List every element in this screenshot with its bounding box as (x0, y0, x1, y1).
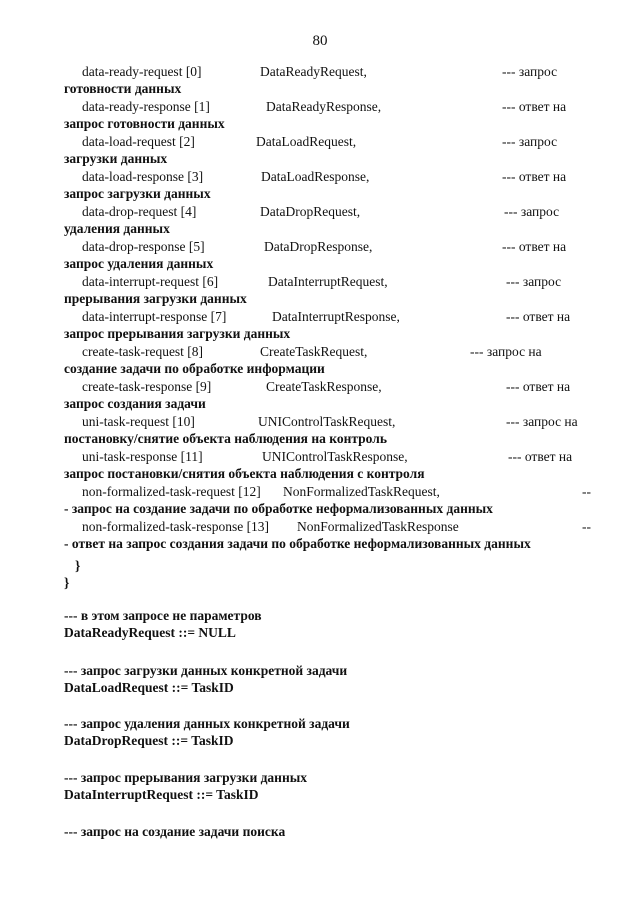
field-comment: --- запрос на (470, 344, 542, 359)
block-comment: --- запрос удаления данных конкретной задачи (64, 716, 350, 731)
field-type: NonFormalizedTaskResponse (297, 519, 459, 534)
block-comment: --- запрос загрузки данных конкретной задачи (64, 663, 348, 678)
field-comment-continuation: запрос готовности данных (64, 116, 225, 131)
field-comment: -- (582, 519, 591, 534)
field-comment-continuation: постановку/снятие объекта наблюдения на контроль (64, 431, 387, 446)
field-name: uni-task-request [10] (82, 414, 195, 429)
field-comment: --- запрос (506, 274, 562, 289)
field-name: non-formalized-task-response [13] (82, 519, 270, 534)
field-comment: -- (582, 484, 591, 499)
field-type: DataDropRequest, (260, 204, 361, 219)
closing-brace: } (75, 558, 81, 573)
field-comment: --- ответ на (502, 239, 567, 254)
field-type: UNIControlTaskResponse, (262, 449, 408, 464)
field-comment-continuation: загрузки данных (64, 151, 168, 166)
field-type: DataReadyResponse, (266, 99, 382, 114)
field-comment: --- ответ на (502, 99, 567, 114)
field-name: create-task-request [8] (82, 344, 204, 359)
field-comment-continuation: создание задачи по обработке информации (64, 361, 325, 376)
block-code: DataLoadRequest ::= TaskID (64, 680, 234, 695)
field-name: data-load-response [3] (82, 169, 204, 184)
field-comment: --- запрос (502, 64, 558, 79)
field-type: CreateTaskRequest, (260, 344, 368, 359)
closing-brace: } (64, 575, 70, 590)
field-type: DataInterruptResponse, (272, 309, 400, 324)
field-comment: --- запрос (502, 134, 558, 149)
field-name: data-ready-response [1] (82, 99, 210, 114)
block-comment: --- в этом запросе не параметров (64, 608, 262, 623)
block-comment: --- запрос на создание задачи поиска (64, 824, 286, 839)
block-comment: --- запрос прерывания загрузки данных (64, 770, 308, 785)
page-number: 80 (312, 33, 328, 49)
field-name: data-load-request [2] (82, 134, 195, 149)
block-code: DataDropRequest ::= TaskID (64, 733, 234, 748)
field-type: DataReadyRequest, (260, 64, 367, 79)
field-type: CreateTaskResponse, (266, 379, 382, 394)
block-code: DataInterruptRequest ::= TaskID (64, 787, 259, 802)
field-comment-continuation: запрос создания задачи (64, 396, 206, 411)
block-code: DataReadyRequest ::= NULL (64, 625, 236, 640)
field-comment-continuation: прерывания загрузки данных (64, 291, 247, 306)
field-comment-continuation: запрос прерывания загрузки данных (64, 326, 291, 341)
field-comment-continuation: - запрос на создание задачи по обработке неформализованных данных (64, 501, 493, 516)
field-comment-continuation: удаления данных (64, 221, 170, 236)
field-comment: --- ответ на (506, 309, 571, 324)
field-type: DataInterruptRequest, (268, 274, 388, 289)
field-type: DataDropResponse, (264, 239, 373, 254)
field-comment-continuation: запрос загрузки данных (64, 186, 211, 201)
field-name: data-drop-response [5] (82, 239, 205, 254)
field-name: data-interrupt-request [6] (82, 274, 219, 289)
field-name: create-task-response [9] (82, 379, 212, 394)
field-type: NonFormalizedTaskRequest, (283, 484, 440, 499)
field-name: data-ready-request [0] (82, 64, 202, 79)
field-comment: --- запрос на (506, 414, 578, 429)
field-comment-continuation: готовности данных (64, 81, 182, 96)
field-comment: --- ответ на (508, 449, 573, 464)
field-comment: --- запрос (504, 204, 560, 219)
field-comment-continuation: запрос постановки/снятия объекта наблюдения с контроля (64, 466, 425, 481)
field-type: UNIControlTaskRequest, (258, 414, 396, 429)
field-type: DataLoadResponse, (261, 169, 370, 184)
field-name: non-formalized-task-request [12] (82, 484, 261, 499)
field-comment-continuation: - ответ на запрос создания задачи по обработке неформализованных данных (64, 536, 531, 551)
field-comment: --- ответ на (502, 169, 567, 184)
field-comment-continuation: запрос удаления данных (64, 256, 214, 271)
field-comment: --- ответ на (506, 379, 571, 394)
field-name: uni-task-response [11] (82, 449, 203, 464)
field-name: data-interrupt-response [7] (82, 309, 227, 324)
field-name: data-drop-request [4] (82, 204, 197, 219)
field-type: DataLoadRequest, (256, 134, 357, 149)
